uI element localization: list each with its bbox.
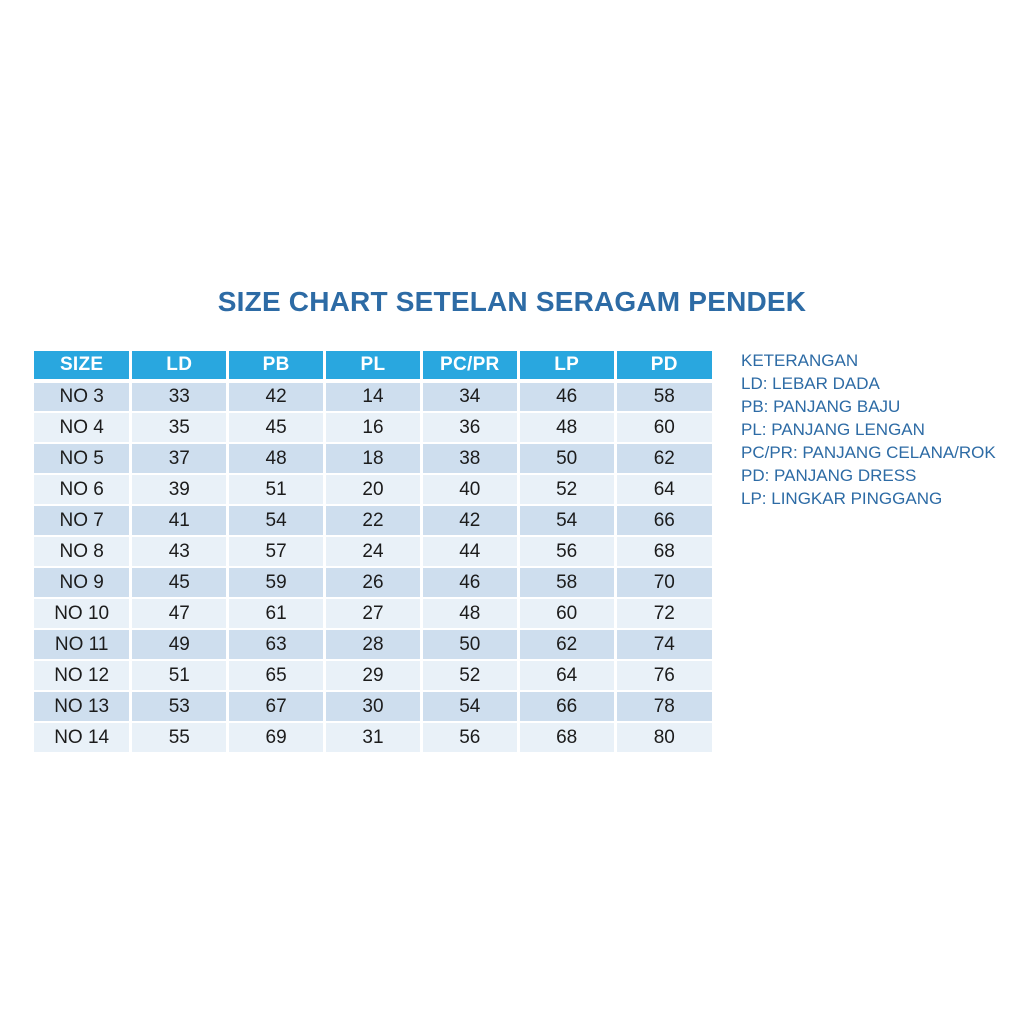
row-label: NO 14	[34, 722, 131, 753]
table-cell: 60	[615, 412, 712, 443]
table-cell: 66	[518, 691, 615, 722]
table-cell: 49	[131, 629, 228, 660]
table-cell: 59	[228, 567, 325, 598]
table-row	[34, 381, 712, 412]
table-cell: 67	[228, 691, 325, 722]
header-row	[34, 351, 712, 381]
table-cell: 64	[615, 474, 712, 505]
table-cell: 27	[325, 598, 422, 629]
table-cell: 69	[228, 722, 325, 753]
table-cell: 42	[421, 505, 518, 536]
page-title: SIZE CHART SETELAN SERAGAM PENDEK	[217, 286, 807, 317]
table-row	[34, 505, 712, 536]
table-cell: 76	[615, 660, 712, 691]
row-label: NO 8	[34, 536, 131, 567]
table-cell: 48	[228, 443, 325, 474]
table-cell: 26	[325, 567, 422, 598]
table-row	[34, 443, 712, 474]
legend-item: PB: PANJANG BAJU	[741, 397, 901, 416]
table-cell: 57	[228, 536, 325, 567]
legend-heading: KETERANGAN	[741, 351, 859, 370]
table-cell: 46	[421, 567, 518, 598]
table-cell: 33	[131, 381, 228, 412]
table-cell: 41	[131, 505, 228, 536]
column-header: PB	[228, 351, 325, 381]
table-cell: 50	[421, 629, 518, 660]
column-header: LP	[518, 351, 615, 381]
table-cell: 52	[421, 660, 518, 691]
table-row	[34, 474, 712, 505]
table-cell: 36	[421, 412, 518, 443]
table-cell: 38	[421, 443, 518, 474]
table-row	[34, 660, 712, 691]
table-cell: 54	[421, 691, 518, 722]
table-cell: 55	[131, 722, 228, 753]
table-cell: 42	[228, 381, 325, 412]
legend-item: PL: PANJANG LENGAN	[741, 420, 925, 439]
table-row	[34, 629, 712, 660]
table-cell: 51	[131, 660, 228, 691]
table-cell: 68	[615, 536, 712, 567]
table-cell: 58	[615, 381, 712, 412]
row-label: NO 12	[34, 660, 131, 691]
column-header: PD	[615, 351, 712, 381]
table-cell: 54	[518, 505, 615, 536]
table-cell: 70	[615, 567, 712, 598]
table-cell: 54	[228, 505, 325, 536]
table-cell: 72	[615, 598, 712, 629]
table-cell: 53	[131, 691, 228, 722]
table-cell: 46	[518, 381, 615, 412]
table-cell: 40	[421, 474, 518, 505]
table-cell: 65	[228, 660, 325, 691]
table-cell: 51	[228, 474, 325, 505]
table-cell: 63	[228, 629, 325, 660]
table-row	[34, 567, 712, 598]
table-row	[34, 722, 712, 753]
table-cell: 45	[131, 567, 228, 598]
column-header: LD	[131, 351, 228, 381]
table-cell: 50	[518, 443, 615, 474]
row-label: NO 9	[34, 567, 131, 598]
table-cell: 22	[325, 505, 422, 536]
table-cell: 18	[325, 443, 422, 474]
column-header: PC/PR	[421, 351, 518, 381]
row-label: NO 10	[34, 598, 131, 629]
table-row	[34, 412, 712, 443]
legend-item: PD: PANJANG DRESS	[741, 466, 917, 485]
table-cell: 43	[131, 536, 228, 567]
row-label: NO 7	[34, 505, 131, 536]
table-cell: 39	[131, 474, 228, 505]
table-cell: 58	[518, 567, 615, 598]
column-header: SIZE	[34, 351, 131, 381]
legend-item: LD: LEBAR DADA	[741, 374, 880, 393]
legend-item: PC/PR: PANJANG CELANA/ROK	[741, 443, 996, 462]
table-cell: 48	[518, 412, 615, 443]
table-cell: 48	[421, 598, 518, 629]
table-cell: 62	[518, 629, 615, 660]
table-cell: 56	[421, 722, 518, 753]
row-label: NO 13	[34, 691, 131, 722]
table-cell: 37	[131, 443, 228, 474]
table-row	[34, 691, 712, 722]
table-cell: 29	[325, 660, 422, 691]
legend-item: LP: LINGKAR PINGGANG	[741, 489, 943, 508]
row-label: NO 4	[34, 412, 131, 443]
table-cell: 28	[325, 629, 422, 660]
table-cell: 61	[228, 598, 325, 629]
table-header	[34, 351, 712, 381]
table-cell: 78	[615, 691, 712, 722]
row-label: NO 3	[34, 381, 131, 412]
row-label: NO 11	[34, 629, 131, 660]
legend	[741, 349, 996, 510]
table-cell: 74	[615, 629, 712, 660]
table-cell: 80	[615, 722, 712, 753]
table-cell: 30	[325, 691, 422, 722]
table-cell: 47	[131, 598, 228, 629]
table-cell: 64	[518, 660, 615, 691]
table-row	[34, 598, 712, 629]
table-cell: 20	[325, 474, 422, 505]
table-cell: 68	[518, 722, 615, 753]
column-header: PL	[325, 351, 422, 381]
row-label: NO 5	[34, 443, 131, 474]
table-cell: 35	[131, 412, 228, 443]
table-cell: 62	[615, 443, 712, 474]
table-cell: 66	[615, 505, 712, 536]
table-cell: 34	[421, 381, 518, 412]
row-label: NO 6	[34, 474, 131, 505]
table-cell: 24	[325, 536, 422, 567]
table-cell: 56	[518, 536, 615, 567]
table-body	[34, 381, 712, 753]
size-chart-table	[34, 351, 712, 754]
table-cell: 60	[518, 598, 615, 629]
table-cell: 16	[325, 412, 422, 443]
table-cell: 31	[325, 722, 422, 753]
table-cell: 14	[325, 381, 422, 412]
table-cell: 52	[518, 474, 615, 505]
table-row	[34, 536, 712, 567]
table-cell: 44	[421, 536, 518, 567]
table-cell: 45	[228, 412, 325, 443]
